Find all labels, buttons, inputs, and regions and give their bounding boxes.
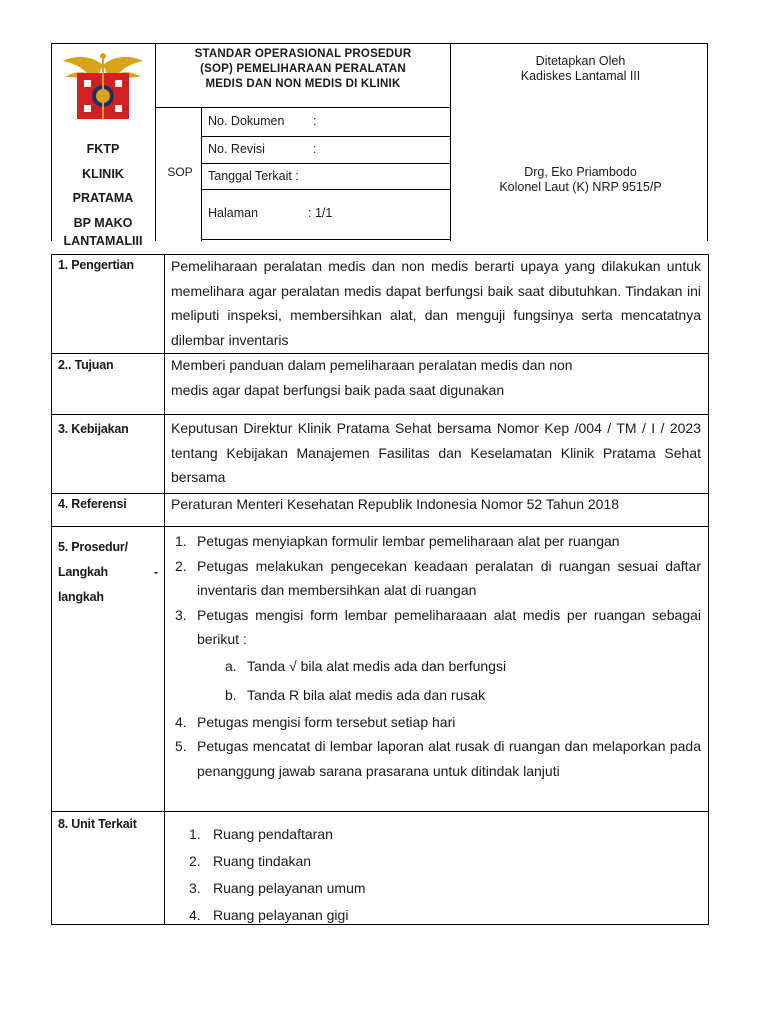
step-number: 1. [175, 533, 187, 549]
step-number: 5. [175, 738, 187, 754]
procedure-step [165, 734, 701, 783]
tujuan-line: Memberi panduan dalam pemeliharaan peralatan medis dan non [171, 357, 573, 373]
procedure-step [165, 603, 701, 710]
border [51, 414, 709, 415]
step-number: 2. [175, 557, 187, 574]
border [201, 136, 451, 137]
section-label-unit-terkait: 8. Unit Terkait [58, 817, 137, 831]
section-label-tujuan: 2.. Tujuan [58, 358, 114, 372]
prosedur-label-part: Langkah [58, 565, 108, 579]
clinic-logo [51, 43, 155, 131]
kebijakan-text: Keputusan Direktur Klinik Pratama Sehat bersama Nomor Kep /004 / TM / I / 2023 tentang Kebijakan Manajemen Fasilitas dan Keselamatan Klinik Pratama Sehat bersama [171, 420, 701, 485]
border [155, 43, 156, 241]
referensi-text: Peraturan Menteri Kesehatan Republik Indonesia Nomor 52 Tahun 2018 [171, 496, 620, 512]
unit-terkait-list [189, 821, 719, 929]
step-text: Petugas melakukan pengecekan keadaan peralatan di ruangan sesuai daftar inventaris dan membersihkan alat di ruangan [197, 557, 701, 598]
ditetapkan-block [453, 54, 708, 84]
step-number: 3. [175, 606, 187, 623]
organization-name [51, 137, 155, 248]
ditetapkan-jabatan: Kadiskes Lantamal III [520, 69, 641, 83]
tanggal-terkait-row [208, 169, 299, 183]
title-line: MEDIS DAN NON MEDIS DI KLINIK [205, 78, 401, 90]
no-revisi-label: No. Revisi [208, 142, 265, 156]
border [51, 811, 709, 812]
signer-block [453, 165, 708, 195]
org-line: PRATAMA [72, 191, 134, 205]
procedure-substep [197, 681, 701, 710]
unit-number: 4. [189, 907, 201, 923]
substep-text: Tanda √ bila alat medis ada dan berfungsi [247, 657, 507, 674]
prosedur-label-part: - [154, 565, 158, 579]
signer-name: Drg, Eko Priambodo [524, 165, 637, 179]
unit-number: 3. [189, 880, 201, 896]
step-number: 4. [175, 713, 187, 730]
procedure-step [165, 554, 701, 603]
unit-text: Ruang pendaftaran [213, 826, 333, 842]
org-line: BP MAKO [73, 215, 133, 230]
unit-number: 1. [189, 826, 201, 842]
border [155, 107, 451, 108]
unit-number: 2. [189, 853, 201, 869]
sop-label: SOP [167, 165, 193, 179]
border [201, 189, 451, 190]
step-text: Petugas mencatat di lembar laporan alat rusak di ruangan dan melaporkan pada penanggung jawab sarana prasarana untuk ditindak lanjuti [197, 738, 701, 779]
sop-title [157, 47, 449, 92]
border [201, 239, 451, 240]
ditetapkan-oleh: Ditetapkan Oleh [535, 54, 626, 68]
org-line: LANTAMALIII [63, 234, 143, 248]
tujuan-text [171, 353, 701, 402]
title-line: (SOP) PEMELIHARAAN PERALATAN [200, 63, 406, 75]
unit-text: Ruang tindakan [213, 853, 312, 869]
procedure-step [165, 710, 701, 735]
procedure-step [165, 529, 701, 554]
substep-list [197, 652, 701, 710]
unit-item [189, 875, 719, 902]
prosedur-label-line: langkah [58, 590, 104, 604]
prosedur-label-line [58, 560, 158, 585]
step-text: Petugas mengisi form lembar pemeliharaaan alat medis per ruangan sebagai berikut : [197, 606, 701, 647]
halaman-row [208, 206, 333, 220]
no-revisi-value: : [313, 142, 317, 156]
step-text: Petugas menyiapkan formulir lembar pemeliharaan alat per ruangan [197, 533, 620, 549]
no-dokumen-label: No. Dokumen [208, 114, 285, 128]
substep-number: a. [225, 657, 237, 674]
border [51, 254, 52, 925]
pengertian-text: Pemeliharaan peralatan medis dan non medis berarti upaya yang dilakukan untuk memelihara agar peralatan medis dapat berfungsi baik saat dibutuhkan. Tindakan ini meliputi inspeksi, membersihkan alat, dan menguji fungsinya serta mencatatnya dilembar inventaris [171, 258, 701, 348]
no-dokumen-row [208, 114, 317, 128]
section-label-referensi: 4. Referensi [58, 497, 127, 511]
border [51, 526, 709, 527]
unit-text: Ruang pelayanan gigi [213, 907, 349, 923]
substep-number: b. [225, 686, 237, 703]
prosedur-label-line: 5. Prosedur/ [58, 540, 128, 554]
unit-item [189, 821, 719, 848]
step-text: Petugas mengisi form tersebut setiap hari [197, 713, 456, 730]
no-revisi-row [208, 142, 317, 156]
section-label-kebijakan: 3. Kebijakan [58, 422, 129, 436]
sop-body-table [51, 254, 709, 925]
prosedur-steps [165, 529, 701, 783]
tanggal-terkait-label: Tanggal Terkait : [208, 169, 299, 183]
unit-item [189, 902, 719, 929]
substep-text: Tanda R bila alat medis ada dan rusak [247, 686, 486, 703]
section-label-prosedur [58, 535, 158, 610]
tujuan-line: medis agar dapat berfungsi baik pada saat digunakan [171, 381, 505, 398]
border [201, 163, 451, 164]
border [450, 43, 451, 241]
org-line: FKTP [86, 142, 120, 156]
unit-item [189, 848, 719, 875]
no-dokumen-value: : [313, 114, 317, 128]
signer-rank: Kolonel Laut (K) NRP 9515/P [499, 180, 662, 194]
unit-text: Ruang pelayanan umum [213, 880, 366, 896]
sop-header [51, 43, 708, 248]
org-line: KLINIK [82, 166, 124, 181]
procedure-substep [197, 652, 701, 681]
halaman-label: Halaman [208, 206, 259, 220]
section-label-pengertian: 1. Pengertian [58, 258, 134, 272]
title-line: STANDAR OPERASIONAL PROSEDUR [194, 48, 412, 60]
halaman-value: : 1/1 [308, 206, 333, 220]
